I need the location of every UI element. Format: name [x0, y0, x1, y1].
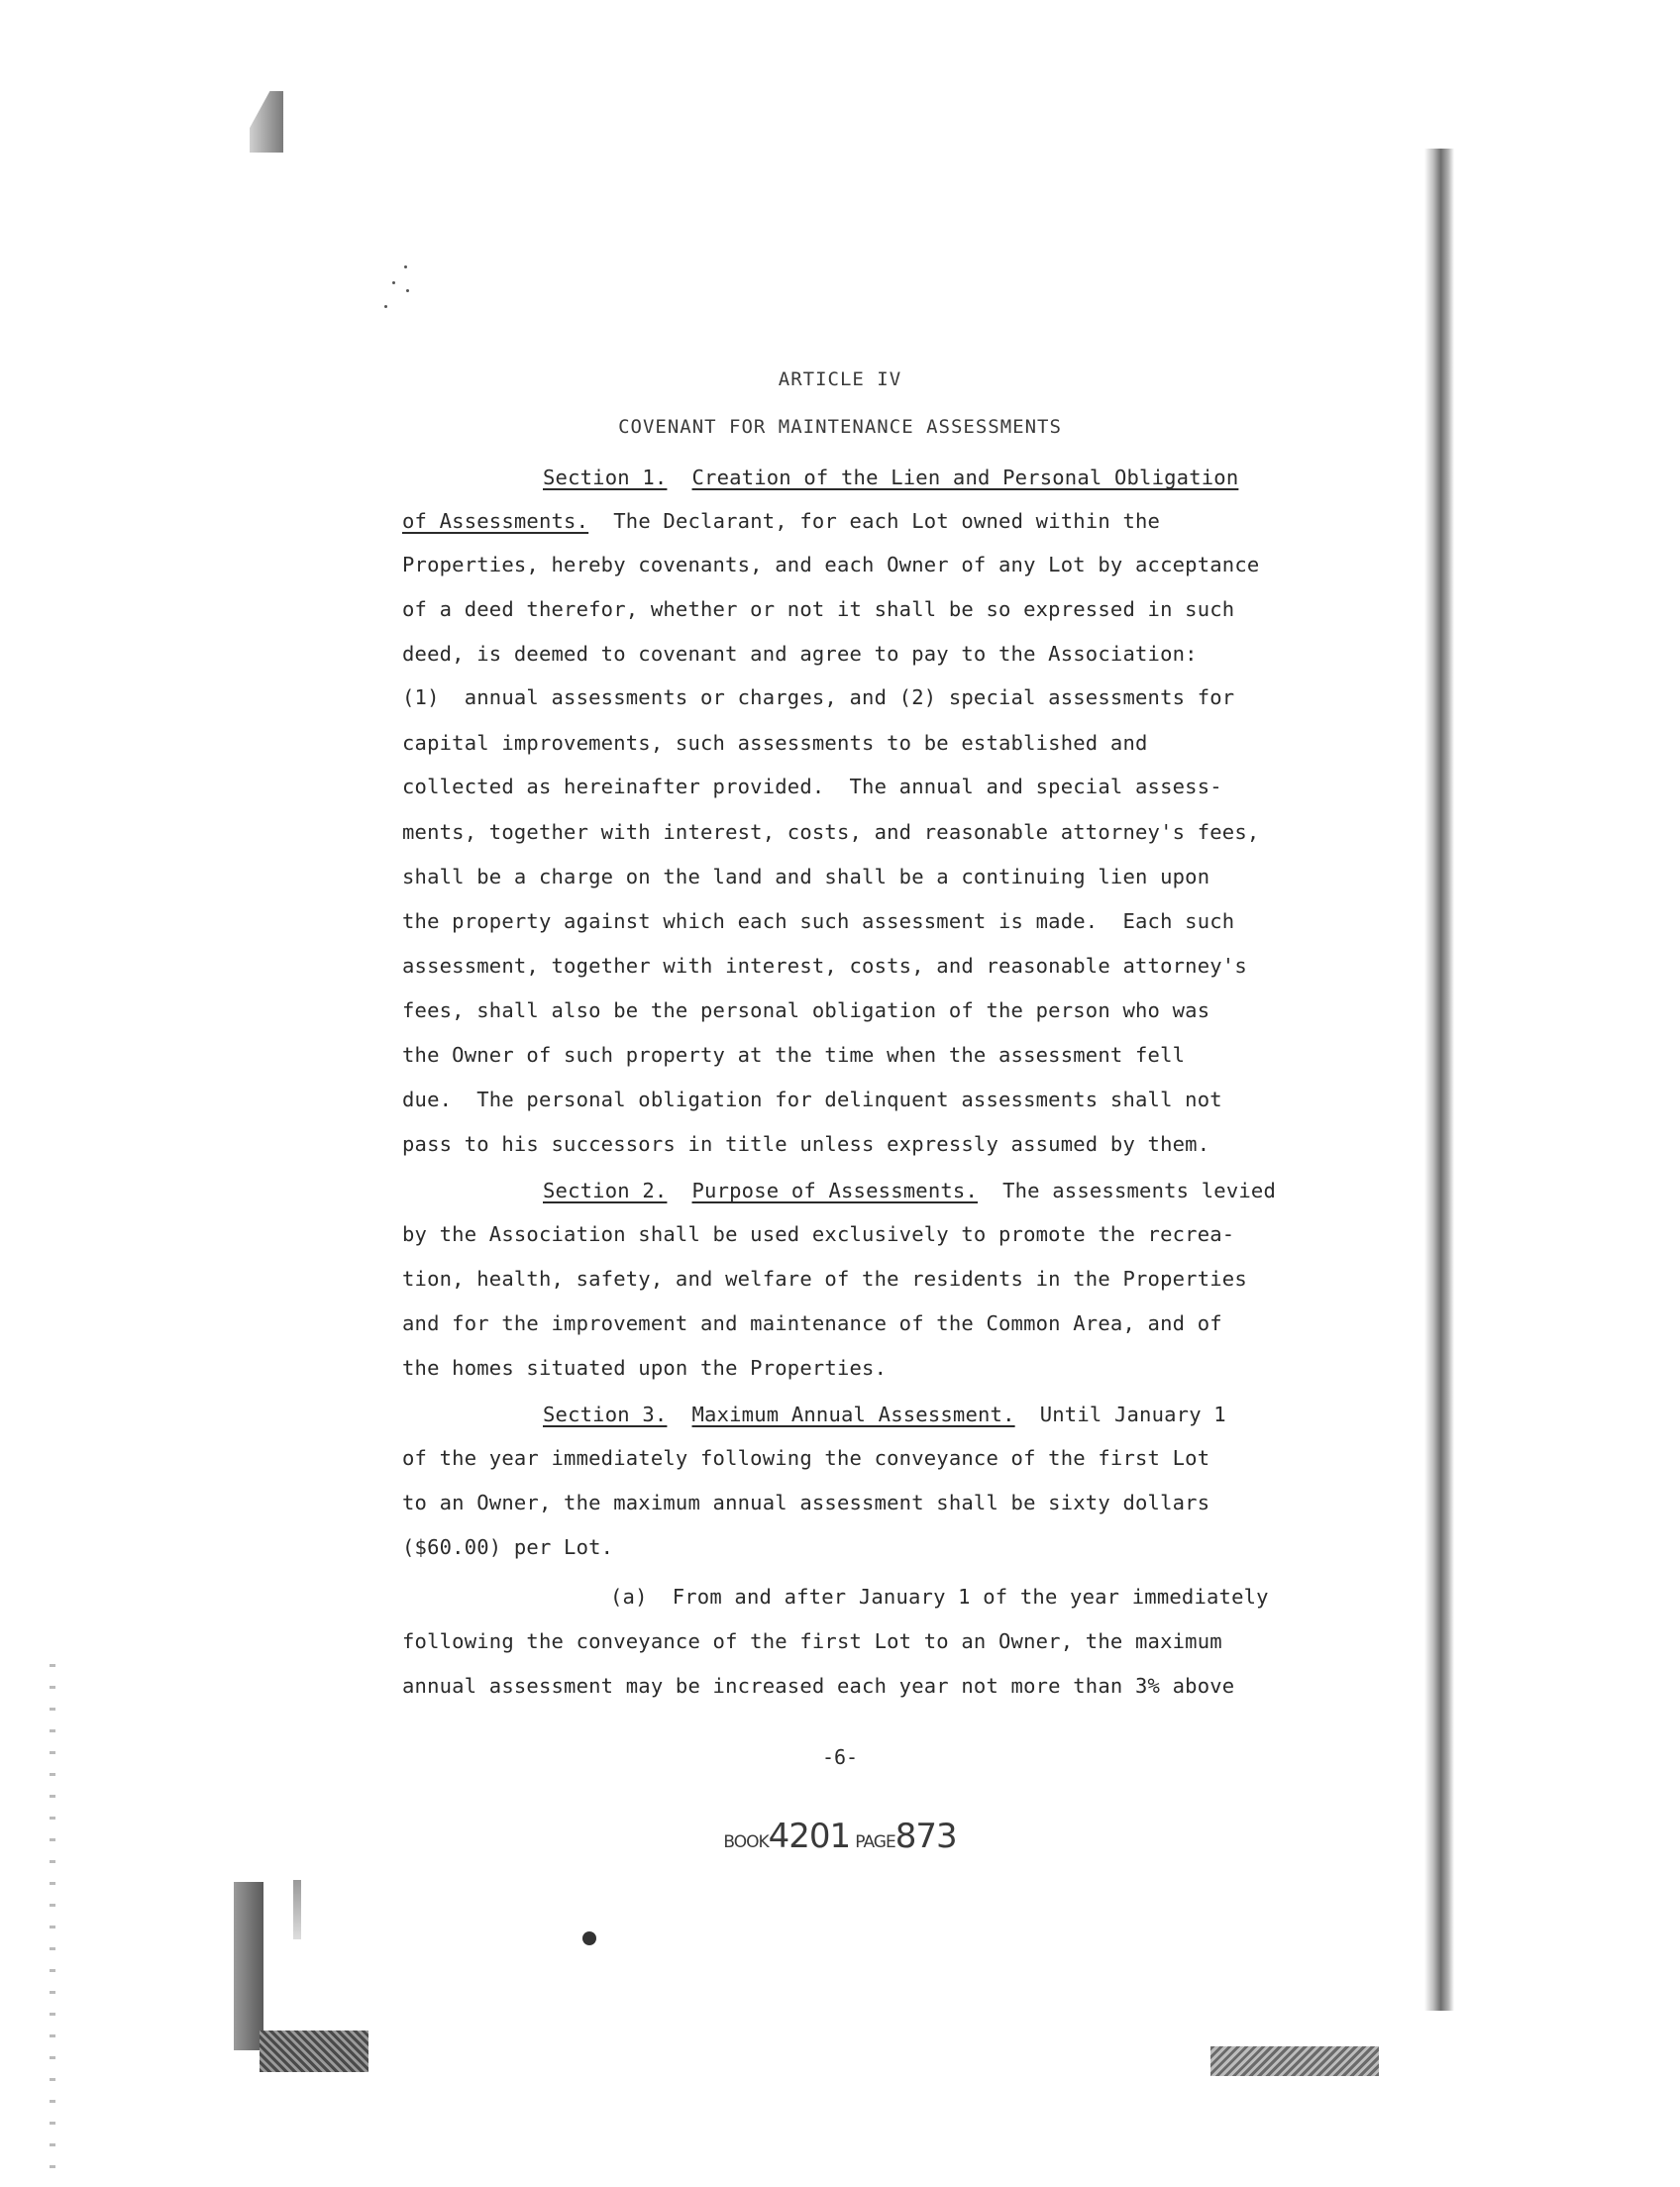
scan-speckles — [50, 1664, 55, 2179]
section-1-line-6: capital improvements, such assessments to be established and — [402, 731, 1148, 755]
section-3-subsection-a-line-2: following the conveyance of the first Lot to an Owner, the maximum — [402, 1629, 1222, 1653]
ink-blot — [582, 1931, 596, 1945]
section-2-heading: Purpose of Assessments. — [691, 1179, 978, 1202]
section-1-line-15: pass to his successors in title unless expressly assumed by them. — [402, 1132, 1210, 1156]
section-1-line-7: collected as hereinafter provided. The annual and special assess- — [402, 775, 1222, 798]
section-3-heading: Maximum Annual Assessment. — [691, 1403, 1015, 1426]
book-number: 4201 — [768, 1817, 851, 1856]
scan-edge-left-bottom — [234, 1882, 263, 2050]
section-3-line-2: of the year immediately following the conveyance of the first Lot — [402, 1446, 1210, 1470]
section-1-heading-cont: of Assessments. — [402, 509, 589, 533]
page-ref: 873 — [894, 1817, 957, 1856]
scan-dot — [392, 281, 395, 284]
section-1-text: The Declarant, for each Lot owned within the — [613, 509, 1161, 533]
section-3-text: Until January 1 — [1039, 1403, 1226, 1426]
section-1-line-4: deed, is deemed to covenant and agree to pay to the Association: — [402, 642, 1198, 666]
section-3-heading-line — [543, 1403, 1226, 1426]
section-3-label: Section 3. — [543, 1403, 668, 1426]
article-title: ARTICLE IV — [778, 368, 902, 390]
section-2-line-2: by the Association shall be used exclusively to promote the recrea- — [402, 1222, 1235, 1246]
section-2-line-5: the homes situated upon the Properties. — [402, 1356, 888, 1380]
section-1-line-10: the property against which each such assessment is made. Each such — [402, 909, 1235, 933]
section-1-line-2: Properties, hereby covenants, and each Owner of any Lot by acceptance — [402, 553, 1260, 576]
page-number: -6- — [821, 1745, 859, 1769]
scan-streak — [293, 1880, 301, 1939]
section-1-line-1 — [402, 509, 1160, 533]
section-2-label: Section 2. — [543, 1179, 668, 1202]
section-2-heading-line — [543, 1179, 1276, 1202]
section-2-line-4: and for the improvement and maintenance of the Common Area, and of — [402, 1311, 1222, 1335]
section-1-line-9: shall be a charge on the land and shall be a continuing lien upon — [402, 865, 1210, 888]
section-3-subsection-a-line-1: (a) From and after January 1 of the year immediately — [610, 1585, 1269, 1609]
scan-corner-bottom-right — [1210, 2046, 1379, 2076]
section-1-line-11: assessment, together with interest, costs, and reasonable attorney's — [402, 954, 1247, 978]
section-1-line-14: due. The personal obligation for delinquent assessments shall not — [402, 1088, 1222, 1111]
section-1-heading-line — [543, 466, 1238, 489]
section-1-line-5: (1) annual assessments or charges, and (2) special assessments for — [402, 685, 1235, 709]
section-3-line-4: ($60.00) per Lot. — [402, 1535, 614, 1559]
article-subtitle: COVENANT FOR MAINTENANCE ASSESSMENTS — [618, 416, 1062, 438]
section-1-label: Section 1. — [543, 466, 668, 489]
section-3-line-3: to an Owner, the maximum annual assessment shall be sixty dollars — [402, 1491, 1210, 1514]
section-2-line-3: tion, health, safety, and welfare of the residents in the Properties — [402, 1267, 1247, 1291]
scan-dot — [404, 265, 407, 268]
section-1-heading: Creation of the Lien and Personal Obligation — [691, 466, 1239, 489]
section-1-line-12: fees, shall also be the personal obligation of the person who was — [402, 998, 1210, 1022]
section-2-text: The assessments levied — [1002, 1179, 1277, 1202]
section-3-subsection-a-line-3: annual assessment may be increased each year not more than 3% above — [402, 1674, 1235, 1698]
page-label: PAGE — [855, 1832, 895, 1852]
section-1-line-13: the Owner of such property at the time when the assessment fell — [402, 1043, 1186, 1067]
book-page-stamp — [0, 1817, 1680, 1856]
scan-edge-left-top — [250, 91, 283, 153]
scan-dot — [406, 289, 409, 292]
book-label: BOOK — [723, 1832, 769, 1852]
section-1-line-3: of a deed therefor, whether or not it shall be so expressed in such — [402, 597, 1235, 621]
section-1-line-8: ments, together with interest, costs, and reasonable attorney's fees, — [402, 820, 1260, 844]
scan-corner-bottom-left — [260, 2031, 368, 2072]
scan-dot — [384, 305, 387, 308]
